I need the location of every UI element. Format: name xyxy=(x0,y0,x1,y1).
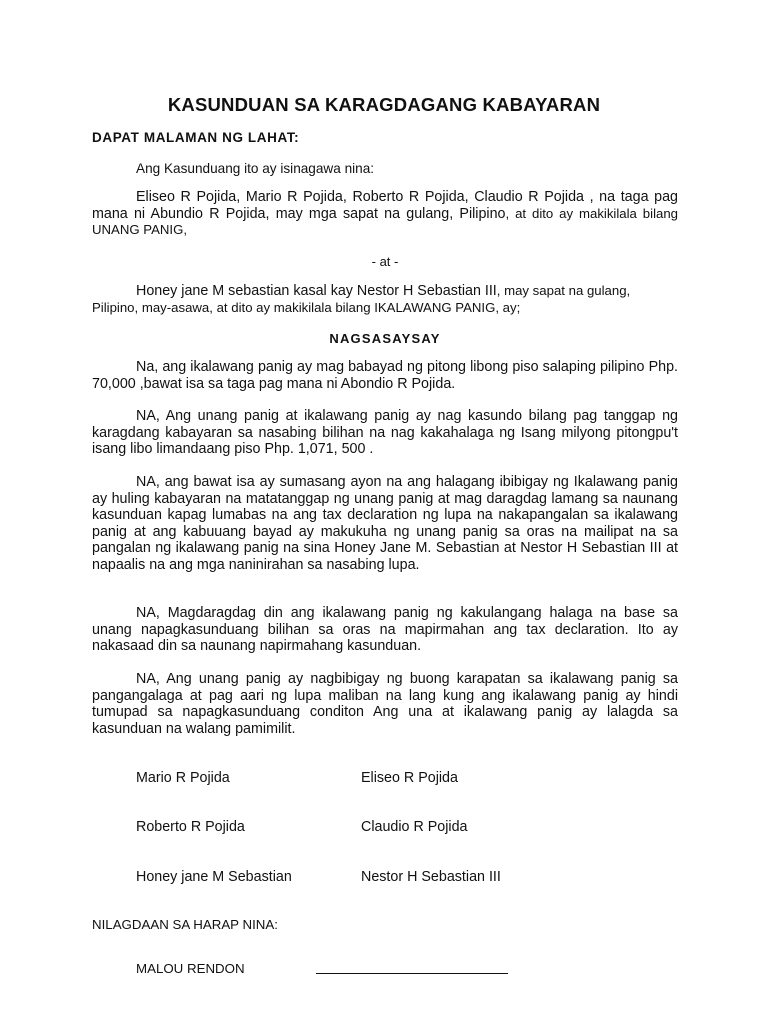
paragraph-4: NA, Magdaragdag din ang ikalawang panig ng kakulangang halaga na base sa unang napagkasunduang bilihan sa oras na mapirmahan ang tax declaration. Ito ay nakasaad din sa naunang napirmahang kasunduan. xyxy=(92,605,678,654)
signatory-right-2: Claudio R Pojida xyxy=(361,819,468,835)
party1-paragraph xyxy=(92,189,678,239)
paragraph-3: NA, ang bawat isa ay sumasang ayon na ang halagang ibibigay ng Ikalawang panig ay huling kabayaran na matatanggap ng unang panig at mag daragdag lamang sa naunang kasunduan kapag lumabas na ang tax declaration ng lupa na nakapangalan sa ikalawang panig at ang kabuuang bayad ay makukuha ng unang panig sa oras na mailipat na sa pangalan ng ikalawang panig na sina Honey Jane M. Sebastian at Nestor H Sebastian III at napaalis na ang mga naninirahan sa nasabing lupa. xyxy=(92,474,678,573)
signatory-left-1: Mario R Pojida xyxy=(136,770,230,786)
signature-line xyxy=(316,961,508,974)
paragraph-1: Na, ang ikalawang panig ay mag babayad ng pitong libong piso salaping pilipino Php. 70,000 ,bawat isa sa taga pag mana ni Abondio R Pojida. xyxy=(92,359,678,392)
witness-name: MALOU RENDON xyxy=(136,961,245,976)
party2-tail: , may sapat na gulang, Pilipino, may-asawa, at dito ay makikilala bilang IKALAWANG PANIG, ay; xyxy=(92,283,631,315)
paragraph-5: NA, Ang unang panig ay nagbibigay ng buong karapatan sa ikalawang panig sa pangangalaga at pag aari ng lupa maliban na lang kung ang ikalawang panig ay hindi tumupad sa napagkasunduang conditon Ang una at ikalawang panig ay lalagda sa kasunduan na walang pamimilit. xyxy=(92,671,678,737)
party1-tail: , at dito ay makikilala bilang UNANG PANIG, xyxy=(92,205,678,237)
signatory-right-1: Eliseo R Pojida xyxy=(361,770,458,786)
document-subheading: DAPAT MALAMAN NG LAHAT: xyxy=(92,130,300,145)
intro-text: Ang Kasunduang ito ay isinagawa nina: xyxy=(136,161,375,176)
signatory-right-3: Nestor H Sebastian III xyxy=(361,869,501,885)
document-title: KASUNDUAN SA KARAGDAGANG KABAYARAN xyxy=(167,94,601,115)
witness-heading: NILAGDAAN SA HARAP NINA: xyxy=(92,917,278,932)
party2-paragraph xyxy=(92,283,678,316)
party1-main: Eliseo R Pojida, Mario R Pojida, Roberto R Pojida, Claudio R Pojida , na taga pag mana ni Abundio R Pojida, may mga sapat na gulang, Pilipino xyxy=(92,189,678,222)
party2-main: Honey jane M sebastian kasal kay Nestor H Sebastian III xyxy=(136,283,497,299)
signatory-left-3: Honey jane M Sebastian xyxy=(136,869,292,885)
section-heading: NAGSASAYSAY xyxy=(329,331,441,346)
paragraph-2: NA, Ang unang panig at ikalawang panig ay nag kasundo bilang pag tanggap ng karagdang kabayaran sa nasabing bilihan na nag kakahalaga ng Isang milyong pitongpu't isang libo limandaang piso Php. 1,071, 500 . xyxy=(92,408,678,457)
separator: - at - xyxy=(371,254,399,269)
signatory-left-2: Roberto R Pojida xyxy=(136,819,245,835)
